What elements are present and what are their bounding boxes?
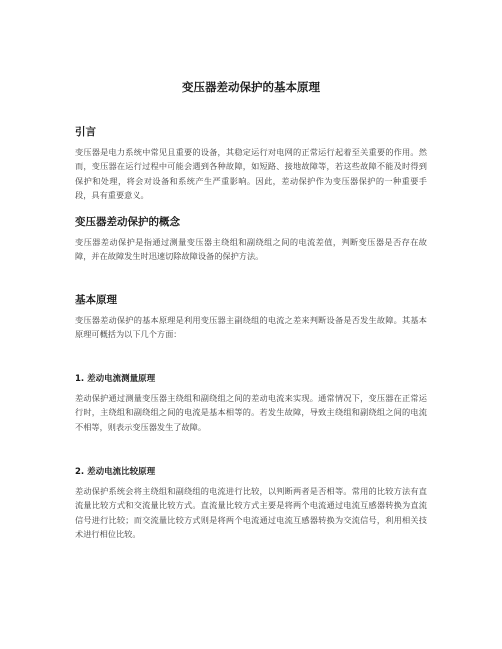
section-paragraph: 变压器差动保护是指通过测量变压器主绕组和副绕组之间的电流差值，判断变压器是否存在故障，并在故障发生时迅速切除故障设备的保护方法。 [75,237,427,262]
subsection-heading: 1. 差动电流测量原理 [75,374,156,384]
section-heading: 变压器差动保护的概念 [75,216,180,228]
section-heading: 基本原理 [75,294,117,306]
document-title: 变压器差动保护的基本原理 [182,80,320,94]
section-paragraph: 变压器是电力系统中常见且重要的设备，其稳定运行对电网的正常运行起着至关重要的作用。然而，变压器在运行过程中可能会遇到各种故障，如短路、接地故障等，若这些故障不能及时得到保护和处理，将会对设备和系统产生严重影响。因此，差动保护作为变压器保护的一种重要手段，具有重要意义。 [75,147,427,201]
section-paragraph: 差动保护系统会将主绕组和副绕组的电流进行比较，以判断两者是否相等。常用的比较方法有直流量比较方式和交流量比较方式。直流量比较方式主要是将两个电流通过电流互感器转换为直流信号进行比较；而交流量比较方式则是将两个电流通过电流互感器转换为交流信号，利用相关技术进行相位比较。 [75,486,427,540]
subsection-differential-current-measurement [75,372,427,434]
section-concept [75,215,427,264]
section-paragraph: 变压器差动保护的基本原理是利用变压器主副绕组的电流之差来判断设备是否发生故障。其基本原理可概括为以下几个方面： [75,315,427,340]
subsection-differential-current-comparison [75,465,427,542]
section-introduction [75,125,427,203]
section-heading: 引言 [75,126,96,138]
subsection-heading: 2. 差动电流比较原理 [75,467,156,477]
section-basic-principle [75,293,427,342]
section-paragraph: 差动保护通过测量变压器主绕组和副绕组之间的差动电流来实现。通常情况下，变压器在正常运行时，主绕组和副绕组之间的电流是基本相等的。若发生故障，导致主绕组和副绕组之间的电流不相等，则表示变压器发生了故障。 [75,393,427,432]
